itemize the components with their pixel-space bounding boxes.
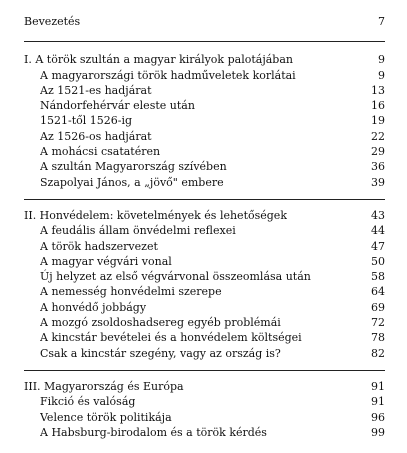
toc-entry-intro[interactable] <box>24 14 385 29</box>
toc-entry-page: 39 <box>371 175 385 189</box>
divider <box>24 199 385 200</box>
toc-entry-page: 99 <box>371 425 385 439</box>
toc-section-page: 9 <box>378 53 385 67</box>
toc-entry-page: 58 <box>371 270 385 284</box>
toc-entry-page: 22 <box>371 129 385 143</box>
toc-entry[interactable] <box>24 113 385 128</box>
toc-entry[interactable] <box>24 394 385 409</box>
toc-entry-title: Fikció és valóság <box>40 395 136 409</box>
toc-entry-title: A török hadszervezet <box>40 239 158 253</box>
toc-section-3 <box>24 379 385 440</box>
toc-section-title: I. A török szultán a magyar királyok palotájában <box>24 53 293 67</box>
toc-entry-page: 36 <box>371 160 385 174</box>
toc-entry-title: A honvédő jobbágy <box>40 300 147 314</box>
toc-entry[interactable] <box>24 68 385 83</box>
toc-entry-title: A magyar végvári vonal <box>40 254 172 268</box>
toc-entry[interactable] <box>24 83 385 98</box>
toc-entry[interactable] <box>24 300 385 315</box>
toc-entry-title: Az 1521-es hadjárat <box>40 83 152 97</box>
toc-entry[interactable] <box>24 254 385 269</box>
toc-entry-title: A szultán Magyarország szívében <box>40 160 227 174</box>
toc-entry[interactable] <box>24 330 385 345</box>
toc-entry-title: Bevezetés <box>24 15 81 28</box>
toc-entry-title: A Habsburg-birodalom és a török kérdés <box>40 425 267 439</box>
toc-entry-page: 19 <box>371 114 385 128</box>
toc-entry-page: 13 <box>371 83 385 97</box>
toc-section-1 <box>24 52 385 190</box>
toc-entry[interactable] <box>24 410 385 425</box>
toc-entry-page: 78 <box>371 331 385 345</box>
toc-entry-title: A feudális állam önvédelmi reflexei <box>40 224 236 238</box>
toc-entry-title: Velence török politikája <box>40 410 172 424</box>
toc-entry[interactable] <box>24 175 385 190</box>
toc-entry-title: A nemesség honvédelmi szerepe <box>40 285 222 299</box>
toc-entry-title: A mozgó zsoldoshadsereg egyéb problémái <box>40 316 281 330</box>
toc-entry-title: A magyarországi török hadműveletek korlátai <box>40 68 296 82</box>
toc-entry-title: A mohácsi csatatéren <box>40 145 161 159</box>
toc-entry-page: 64 <box>371 285 385 299</box>
toc-entry-title: Csak a kincstár szegény, vagy az ország is? <box>40 346 281 360</box>
toc-entry[interactable] <box>24 159 385 174</box>
toc-section-page: 91 <box>371 379 385 393</box>
toc-entry-title: Új helyzet az első végvárvonal összeomlása után <box>40 270 311 284</box>
toc-entry-page: 91 <box>371 395 385 409</box>
toc-entry[interactable] <box>24 315 385 330</box>
toc-entry-page: 50 <box>371 254 385 268</box>
toc-entry-page: 9 <box>378 68 385 82</box>
toc-entry[interactable] <box>24 346 385 361</box>
divider <box>24 41 385 42</box>
toc-entry-page: 72 <box>371 316 385 330</box>
toc-entry-page: 44 <box>371 224 385 238</box>
divider <box>24 370 385 371</box>
toc-entry[interactable] <box>24 98 385 113</box>
toc-section-2 <box>24 208 385 361</box>
toc-entry[interactable] <box>24 223 385 238</box>
toc-section-title: III. Magyarország és Európa <box>24 379 184 393</box>
toc-entry[interactable] <box>24 239 385 254</box>
toc-section-title: II. Honvédelem: követelmények és lehetőségek <box>24 208 287 222</box>
toc-entry[interactable] <box>24 284 385 299</box>
toc-entry-title: 1521-től 1526-ig <box>40 114 133 128</box>
toc-entry-page: 7 <box>378 15 385 28</box>
toc-entry[interactable] <box>24 269 385 284</box>
toc-section-page: 43 <box>371 208 385 222</box>
toc-entry-page: 16 <box>371 99 385 113</box>
toc-section-heading[interactable] <box>24 208 385 223</box>
toc-section-heading[interactable] <box>24 52 385 67</box>
toc-entry-page: 82 <box>371 346 385 360</box>
toc-entry-page: 29 <box>371 145 385 159</box>
toc-entry-title: Az 1526-os hadjárat <box>40 129 152 143</box>
toc-section-heading[interactable] <box>24 379 385 394</box>
toc-entry-page: 96 <box>371 410 385 424</box>
toc-entry[interactable] <box>24 425 385 440</box>
toc-entry-page: 47 <box>371 239 385 253</box>
toc-entry[interactable] <box>24 144 385 159</box>
toc-entry-title: A kincstár bevételei és a honvédelem költségei <box>40 331 302 345</box>
toc-entry-title: Szapolyai János, a „jövő" embere <box>40 175 224 189</box>
toc-entry-title: Nándorfehérvár eleste után <box>40 99 195 113</box>
toc-entry-page: 69 <box>371 300 385 314</box>
toc-entry[interactable] <box>24 129 385 144</box>
